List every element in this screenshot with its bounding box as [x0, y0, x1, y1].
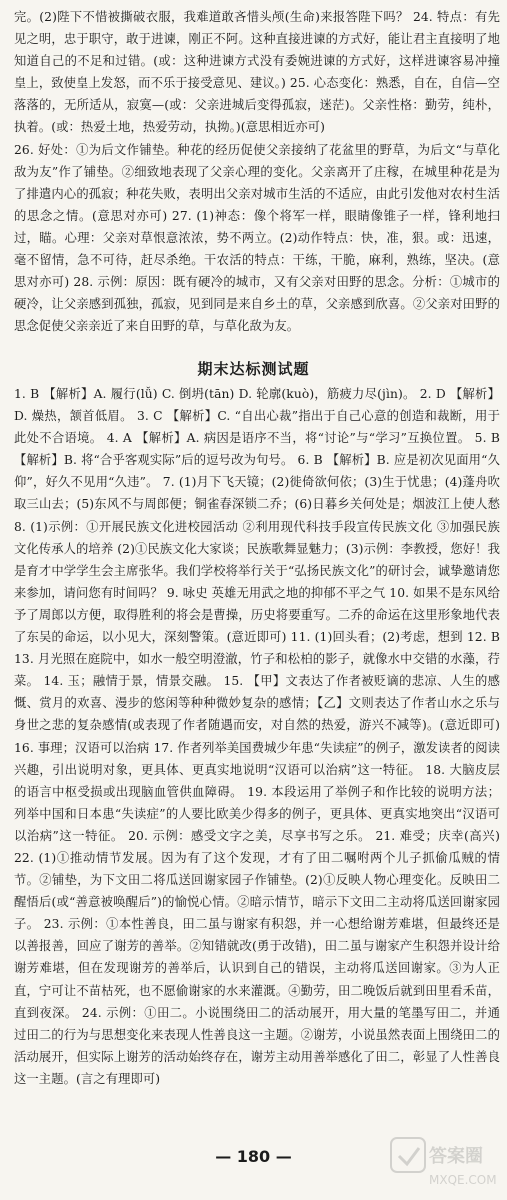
answers-previous-section — [14, 6, 500, 337]
watermark-logo — [389, 1136, 499, 1192]
answer-paragraph-final-test: 1. B 【解析】A. 履行(lǚ) C. 倒坍(tān) D. 轮廓(kuò)，筋疲力尽(jìn)。 2. D 【解析】D. 燥热，颔首低眉。 3. C 【解析】C. “自出心裁”指出于自己心意的创造和裁断，用于此处不合语境。 4. A 【解析】A. 病因是语序不当，将“讨论”与“学习”互换位置。 5. B 【解析】B. 将“合乎客观实际”后的逗号改为句号。 6. B 【解析】B. 应是初次见面用“久仰”，好久不见用“久违”。 7. (1)月下飞天镜；(2)徙倚欲何依；(3)生于忧患；(4)蓬舟吹取三山去；(5)东风不与周郎便；铜雀春深锁二乔；(6)日暮乡关何处是；烟波江上使人愁 8. (1)示例：①开展民族文化进校园活动 ②利用现代科技手段宣传民族文化 ③加强民族文化传承人的培养 (2)①民族文化大家谈；民族歌舞显魅力；(3)示例：李教授，您好！我是育才中学学生会主席张华。我们学校将举行关于“弘扬民族文化”的研讨会，诚挚邀请您来参加，请问您有时间吗？ 9. 咏史 英雄无用武之地的抑郁不平之气 10. 如果不是东风给予了周郎以方便，取得胜利的将会是曹操，历史将要重写。二乔的命运在这里形象地代表了东吴的命运，以小见大，深刻警策。(意近即可) 11. (1)回头看；(2)考虑，想到 12. B 13. 月光照在庭院中，如水一般空明澄澈，竹子和松柏的影子，就像水中交错的水藻，荇菜。 14. 玉；融情于景，情景交融。 15. 【甲】文表达了作者被贬谪的悲凉、人生的感慨、赏月的欢喜、漫步的悠闲等种种微妙复杂的感情；【乙】文则表达了作者山水之乐与身世之悲的复杂感情(或表现了作者随遇而安，对自然的热爱，游兴不减等)。(意近即可) 16. 事理；汉语可以治病 17. 作者列举美国费城少年患“失读症”的例子，激发读者的阅读兴趣，引出说明对象，更具体、更真实地说明“汉语可以治病”这一特征。 18. 大脑皮层的语言中枢受损或出现脑血管供血障碍。 19. 本段运用了举例子和作比较的说明方法；列举中国和日本患“失读症”的人要比欧美少得多的例子，更具体、更真实地突出“汉语可以治病”这一特征。 20. 示例：感受文字之美，尽享书写之乐。 21. 难受；庆幸(高兴) 22. (1)①推动情节发展。因为有了这个发现，才有了田二嘱咐两个儿子抓偷瓜贼的情节。②铺垫，为下文田二将瓜送回谢家园子作铺垫。(2)①反映人物心理变化。反映田二醒悟后(或“善意被唤醒后”)的愉悦心情。②暗示情节，暗示下文田二主动将瓜送回谢家园子。 23. 示例：①本性善良，田二虽与谢家有积怨，并一心想给谢芳难堪，但最终还是以善报善，回应了谢芳的善举。②知错就改(勇于改错)，田二虽与谢家产生积怨并设计给谢芳难堪，但在发现谢芳的善举后，认识到自己的错误，主动将瓜送回谢家。③为人正直，宁可让不苗枯死，也不愿偷谢家的水来灌溉。④勤劳，田二晚饭后就到田里看禾苗，直到夜深。 24. 示例：①田二。小说围绕田二的活动展开，用大量的笔墨写田二，并通过田二的行为与思想变化来表现人性善良这一主题。②谢芳，小说虽然表面上围绕田二的活动展开，但实际上谢芳的活动始终存在，谢芳主动用善举感化了田二，彰显了人性善良这一主题。(言之有理即可) — [14, 387, 501, 1086]
page-number: — 180 — — [215, 1147, 292, 1166]
svg-text:MXQE.COM: MXQE.COM — [429, 1173, 497, 1187]
section-title: 期末达标测试题 — [197, 360, 310, 378]
answers-final-test — [14, 383, 500, 1090]
answer-paragraph-23-25: 完。(2)陛下不惜被撕破衣服，我难道敢吝惜头颅(生命)来报答陛下吗？ 24. 特点：有先见之明，忠于职守，敢于进谏，刚正不阿。这种直接进谏的方式好，能让君主直接明了地知道自己的不足和过错。(或：这种进谏方式没有委婉进谏的方式好，这样进谏容易冲撞皇上，致使皇上发怒，而不乐于接受意见、建议。) 25. 心态变化：熟悉，自在，自信—空落落的，无所适从，寂寞—(或：父亲进城后变得孤寂，迷茫)。父亲性格：勤劳，纯朴，执着。(或：热爱土地，热爱劳动，执拗。)(意思相近亦可) — [14, 10, 500, 135]
answer-paragraph-26-28: 26. 好处：①为后文作铺垫。种花的经历促使父亲接纳了花盆里的野草，为后文“与草化敌为友”作了铺垫。②细致地表现了父亲心理的变化。父亲离开了庄稼，在城里种花是为了排遣内心的孤寂；种花失败，表明出父亲对城市生活的不适应，由此引发他对农村生活的思念之情。(意思对亦可) 27. (1)神态：像个将军一样，眼睛像锥子一样，锋利地扫过，瞄。心理：父亲对草恨意浓浓，势不两立。(2)动作特点：快，准，狠。或：迅速，毫不留情，急不可待，赶尽杀绝。干农活的特点：干练，干脆，麻利，熟练，坚决。(意思对亦可) 28. 示例：原因：既有硬冷的城市，又有父亲对田野的思念。分析：①城市的硬冷，让父亲感到孤独，孤寂，见到同是来自乡土的草，父亲感到欣喜。②父亲对田野的思念促使父亲亲近了来自田野的草，与草化敌为友。 — [14, 142, 500, 334]
svg-text:答案圈: 答案圈 — [429, 1146, 483, 1167]
